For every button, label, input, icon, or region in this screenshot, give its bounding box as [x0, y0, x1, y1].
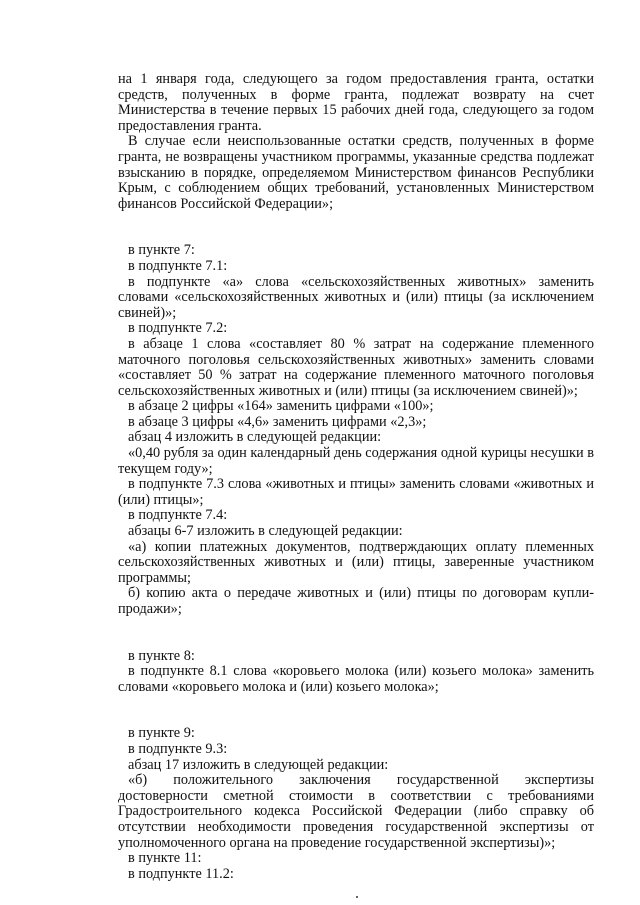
paragraph-abzac-4: абзац 4 изложить в следующей редакции:: [128, 429, 382, 446]
paragraph-point-11: в пункте 11:: [128, 850, 202, 867]
spacer: [118, 618, 594, 649]
paragraph-point-9: в пункте 9:: [128, 725, 195, 742]
paragraph-abzac-17: абзац 17 изложить в следующей редакции:: [128, 756, 389, 773]
paragraph-point-7: в пункте 7:: [128, 242, 195, 259]
paragraph-abzac-1: в абзаце 1 слова «составляет 80 % затрат на содержание племенного маточного поголовья сельскохозяйственных животных» заменить словами «составляет 50 % затрат на содержание племенного маточного поголовья сельскохозяйственных животных и (или) птицы (за исключением свиней)»;: [118, 335, 594, 399]
paragraph-item-a: «а) копии платежных документов, подтверждающих оплату племенных сельскохозяйственных животных и (или) птицы, заверенные участником программы;: [118, 538, 594, 586]
paragraph-point-8: в пункте 8:: [128, 647, 195, 664]
document-page: [118, 72, 594, 882]
paragraph-subpoint-11-2: в подпункте 11.2:: [128, 865, 234, 882]
paragraph-item-b: б) копию акта о передаче животных и (или) птицы по договорам купли-продажи»;: [118, 585, 594, 617]
paragraph-abzacy-6-7: абзацы 6-7 изложить в следующей редакции:: [128, 523, 403, 540]
paragraph-subpoint-a: в подпункте «а» слова «сельскохозяйственных животных» заменить словами «сельскохозяйственных животных и (или) птицы (за исключением свиней)»;: [118, 273, 594, 321]
paragraph-item-b-expertise: «б) положительного заключения государственной экспертизы достоверности сметной стоимости в соответствии с требованиями Градостроительного кодекса Российской Федерации (либо справку об отсутствии необходимости проведения государственной экспертизы от уполномоченного органа на проведение государственной экспертизы)»;: [118, 772, 594, 851]
paragraph-subpoint-9-3: в подпункте 9.3:: [128, 740, 228, 757]
scan-dot: [356, 896, 358, 898]
spacer: [118, 695, 594, 726]
paragraph-subpoint-7-2: в подпункте 7.2:: [128, 320, 228, 337]
paragraph-unused-funds: В случае если неиспользованные остатки средств, полученных в форме гранта, не возвращены участником программы, указанные средства подлежат взысканию в порядке, определяемом Министерством финансов Республики Крым, с соблюдением общих требований, установленных Министерством финансов Российской Федерации»;: [118, 133, 594, 212]
spacer: [118, 212, 594, 243]
paragraph-chicken-rate: «0,40 рубля за один календарный день содержания одной курицы несушки в текущем году»;: [118, 445, 594, 477]
paragraph-subpoint-8-1: в подпункте 8.1 слова «коровьего молока (или) козьего молока» заменить словами «коровьего молока и (или) козьего молока»;: [118, 663, 594, 695]
paragraph-subpoint-7-4: в подпункте 7.4:: [128, 507, 228, 524]
paragraph-grant-return: на 1 января года, следующего за годом предоставления гранта, остатки средств, полученных в форме гранта, подлежат возврату на счет Министерства в течение первых 15 рабочих дней года, следующего за годом предоставления гранта.: [118, 71, 594, 134]
paragraph-abzac-2: в абзаце 2 цифры «164» заменить цифрами «100»;: [128, 398, 434, 415]
paragraph-subpoint-7-3: в подпункте 7.3 слова «животных и птицы» заменить словами «животных и (или) птицы»;: [118, 476, 594, 508]
paragraph-subpoint-7-1: в подпункте 7.1:: [128, 257, 228, 274]
paragraph-abzac-3: в абзаце 3 цифры «4,6» заменить цифрами «2,3»;: [128, 413, 427, 430]
